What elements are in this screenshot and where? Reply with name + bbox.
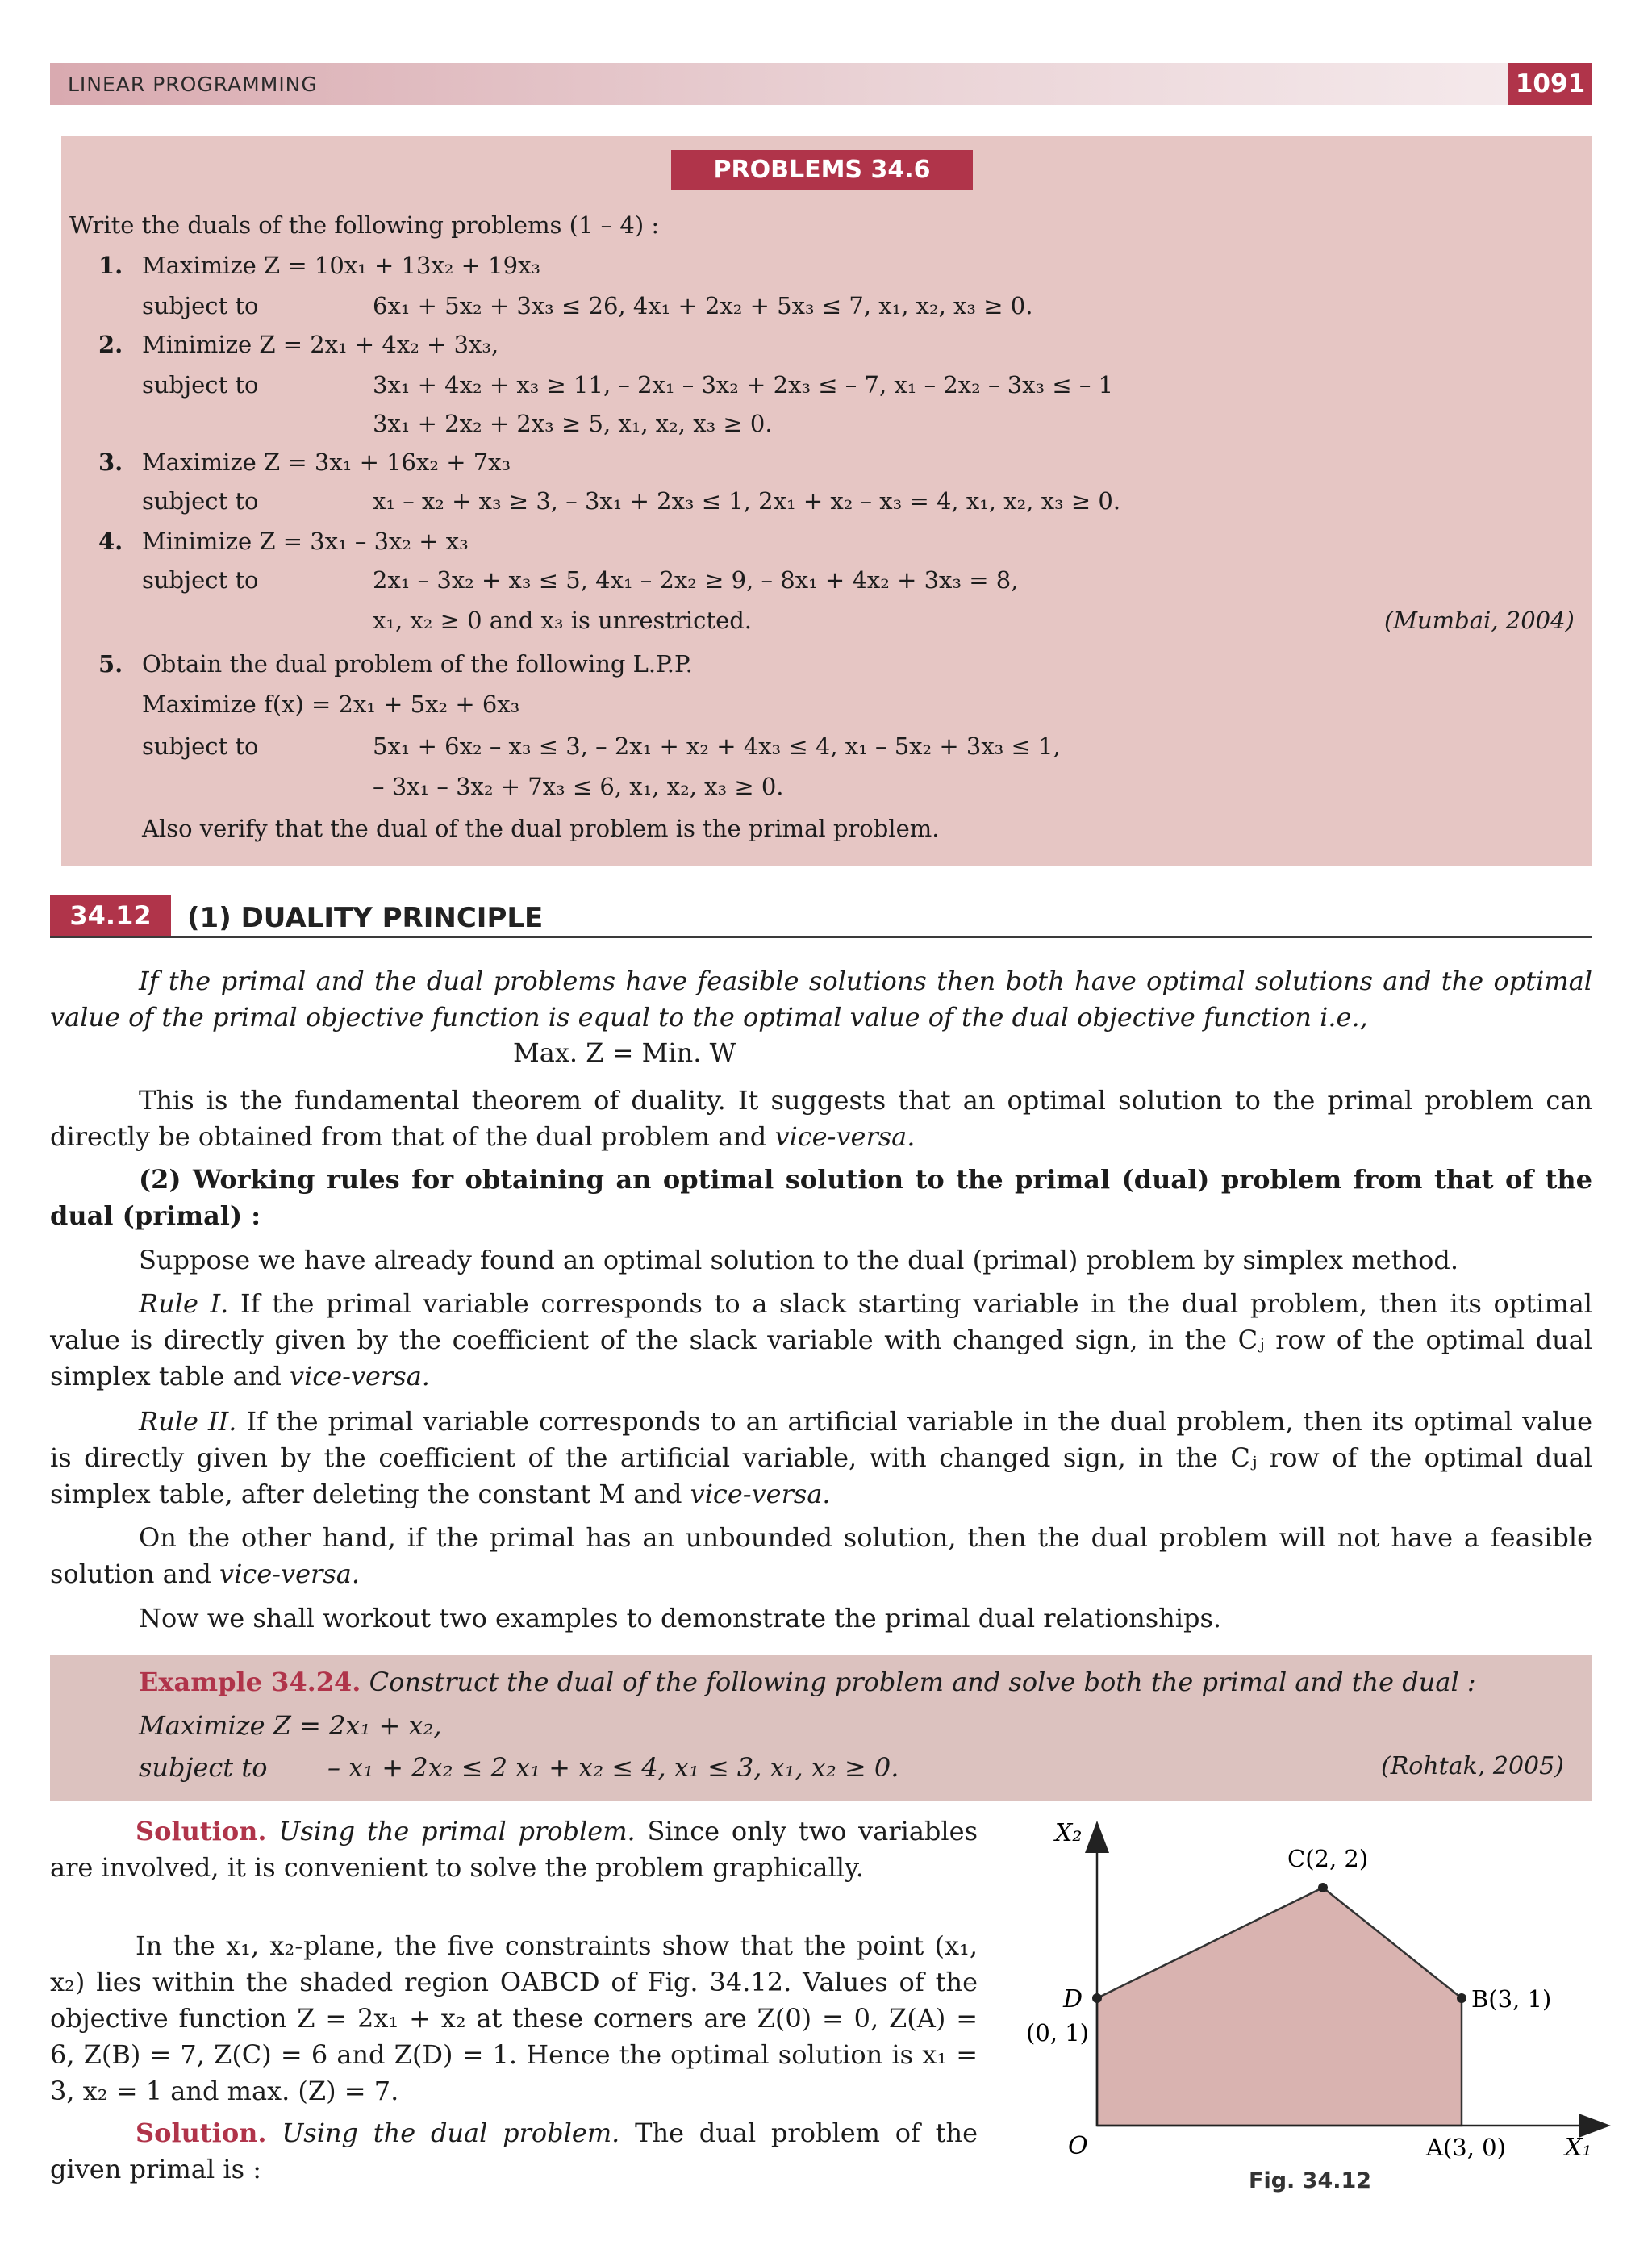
problem-2-objective: Minimize Z = 2x₁ + 4x₂ + 3x₃, — [142, 331, 499, 358]
x-axis-label: X₁ — [1565, 2134, 1592, 2162]
example-constraints: – x₁ + 2x₂ ≤ 2 x₁ + x₂ ≤ 4, x₁ ≤ 3, x₁, x₂ ≥ 0. — [327, 1752, 899, 1783]
vertex-c — [1318, 1883, 1328, 1892]
problem-3-number: 3. — [98, 449, 123, 476]
problem-4-subject-to: subject to — [142, 566, 259, 594]
problem-2-constraints-line2: 3x₁ + 2x₂ + 2x₃ ≥ 5, x₁, x₂, x₃ ≥ 0. — [373, 410, 773, 437]
solution-dual-text: The dual problem of the given primal is : — [50, 2118, 978, 2184]
running-head — [50, 63, 1592, 105]
vice-versa-text: vice-versa. — [774, 1121, 916, 1152]
rule-1 — [50, 1286, 1592, 1395]
problem-2-subject-to: subject to — [142, 371, 259, 399]
feasible-region-figure — [1000, 1815, 1613, 2164]
problem-3-subject-to: subject to — [142, 487, 259, 515]
example-label: Example 34.24. — [139, 1667, 361, 1697]
problem-4-source: (Mumbai, 2004) — [1384, 607, 1575, 634]
solution-primal-text: Since only two variables are involved, it is convenient to solve the problem graphically. — [50, 1816, 978, 1883]
problem-5-verify: Also verify that the dual of the dual problem is the primal problem. — [142, 815, 940, 842]
problem-1-objective: Maximize Z = 10x₁ + 13x₂ + 19x₃ — [142, 252, 541, 279]
vertex-b — [1457, 1993, 1466, 2003]
duality-theorem: If the primal and the dual problems have feasible solutions then both have optimal solutions and the optimal value of the primal objective function is equal to the optimal value of the dual objective function i.e., — [50, 966, 1592, 1033]
solution-primal — [50, 1813, 978, 1886]
example-subject-to: subject to — [139, 1752, 268, 1783]
solution-primal-label: Solution. — [136, 1816, 267, 1846]
section-title: (1) DUALITY PRINCIPLE — [187, 902, 544, 934]
problem-2-constraints-line1: 3x₁ + 4x₂ + x₃ ≥ 11, – 2x₁ – 3x₂ + 2x₃ ≤ – 7, x₁ – 2x₂ – 3x₃ ≤ – 1 — [373, 371, 1114, 399]
feasible-region — [1097, 1888, 1462, 2126]
example-objective: Maximize Z = 2x₁ + x₂, — [139, 1710, 442, 1741]
solution-dual-label: Solution. — [136, 2118, 267, 2148]
paragraph-unbounded-text: On the other hand, if the primal has an unbounded solution, then the dual problem will not have a feasible solution and — [50, 1522, 1592, 1589]
rule-1-text: If the primal variable corresponds to a slack starting variable in the dual problem, then its optimal value is directly given by the coefficient of the slack variable with changed sign, in the Cⱼ row of the optimal dual simplex table and — [50, 1288, 1593, 1392]
problem-4-constraints-line2: x₁, x₂ ≥ 0 and x₃ is unrestricted. — [373, 607, 753, 634]
solution-primal-subtitle: Using the primal problem. — [266, 1816, 636, 1846]
rule-2 — [50, 1404, 1592, 1513]
point-d-label: D — [1063, 1985, 1083, 2013]
problem-5-number: 5. — [98, 650, 123, 678]
example-statement — [139, 1667, 1476, 1697]
problem-1-constraints: 6x₁ + 5x₂ + 3x₃ ≤ 26, 4x₁ + 2x₂ + 5x₃ ≤ 7, x₁, x₂, x₃ ≥ 0. — [373, 292, 1033, 319]
vertex-d — [1092, 1993, 1102, 2003]
problems-tag: PROBLEMS 34.6 — [671, 150, 973, 190]
problem-3-constraints: x₁ – x₂ + x₃ ≥ 3, – 3x₁ + 2x₃ ≤ 1, 2x₁ + x₂ – x₃ = 4, x₁, x₂, x₃ ≥ 0. — [373, 487, 1121, 515]
problem-1-number: 1. — [98, 252, 123, 279]
running-title: LINEAR PROGRAMMING — [68, 73, 318, 96]
problem-5-subject-to: subject to — [142, 732, 259, 760]
y-axis-label: X₂ — [1055, 1819, 1083, 1847]
rule-2-vice-versa: vice-versa. — [690, 1479, 831, 1509]
solution-dual-subtitle: Using the dual problem. — [266, 2118, 620, 2148]
problem-1-subject-to: subject to — [142, 292, 259, 319]
problem-5-objective: Maximize f(x) = 2x₁ + 5x₂ + 6x₃ — [142, 691, 520, 718]
point-a-label: A(3, 0) — [1426, 2134, 1506, 2161]
problem-5-constraints-line2: – 3x₁ – 3x₂ + 7x₃ ≤ 6, x₁, x₂, x₃ ≥ 0. — [373, 773, 784, 800]
paragraph-unbounded — [50, 1520, 1592, 1592]
section-number: 34.12 — [50, 895, 171, 936]
point-b-label: B(3, 1) — [1471, 1985, 1552, 2013]
point-c-label: C(2, 2) — [1287, 1845, 1369, 1872]
problem-4-number: 4. — [98, 528, 123, 555]
paragraph-examples: Now we shall workout two examples to demonstrate the primal dual relationships. — [139, 1603, 1222, 1634]
problem-5-constraints-line1: 5x₁ + 6x₂ – x₃ ≤ 3, – 2x₁ + x₂ + 4x₃ ≤ 4, x₁ – 5x₂ + 3x₃ ≤ 1, — [373, 732, 1061, 760]
problem-4-objective: Minimize Z = 3x₁ – 3x₂ + x₃ — [142, 528, 469, 555]
problems-intro: Write the duals of the following problems (1 – 4) : — [69, 211, 660, 239]
theorem-equation: Max. Z = Min. W — [513, 1037, 736, 1068]
unbounded-vice-versa: vice-versa. — [219, 1559, 360, 1589]
rule-2-label: Rule II. — [139, 1406, 237, 1437]
paragraph-fundamental-theorem-text: This is the fundamental theorem of duality. It suggests that an optimal solution to the primal problem can directly be obtained from that of the dual problem and — [50, 1085, 1592, 1152]
paragraph-fundamental-theorem — [50, 1083, 1592, 1155]
problem-2-number: 2. — [98, 331, 123, 358]
example-source: (Rohtak, 2005) — [1381, 1752, 1564, 1780]
figure-caption: Fig. 34.12 — [1249, 2168, 1372, 2193]
page-number: 1091 — [1508, 63, 1592, 105]
section-heading — [50, 895, 1592, 938]
point-d-coords: (0, 1) — [1026, 2019, 1089, 2047]
origin-label: O — [1068, 2132, 1088, 2160]
paragraph-suppose: Suppose we have already found an optimal solution to the dual (primal) problem by simplex method. — [139, 1245, 1458, 1275]
rule-2-text: If the primal variable corresponds to an artificial variable in the dual problem, then its optimal value is directly given by the coefficient of the artificial variable, with changed sign, in the Cⱼ row of the optimal dual simplex table, after deleting the constant M and — [50, 1406, 1593, 1509]
solution-dual — [50, 2115, 978, 2188]
rule-1-label: Rule I. — [139, 1288, 229, 1319]
problem-5-intro: Obtain the dual problem of the following L.P.P. — [142, 650, 693, 678]
problem-4-constraints-line1: 2x₁ – 3x₂ + x₃ ≤ 5, 4x₁ – 2x₂ ≥ 9, – 8x₁ + 4x₂ + 3x₃ = 8, — [373, 566, 1019, 594]
example-text: Construct the dual of the following problem and solve both the primal and the dual : — [361, 1667, 1476, 1697]
problem-3-objective: Maximize Z = 3x₁ + 16x₂ + 7x₃ — [142, 449, 511, 476]
rule-1-vice-versa: vice-versa. — [289, 1361, 430, 1392]
solution-region-paragraph: In the x₁, x₂-plane, the five constraints show that the point (x₁, x₂) lies within the shaded region OABCD of Fig. 34.12. Values of the objective function Z = 2x₁ + x₂ at these corners are Z(0) = 0, Z(A) = 6, Z(B) = 7, Z(C) = 6 and Z(D) = 1. Hence the optimal solution is x₁ = 3, x₂ = 1 and max. (Z) = 7. — [50, 1930, 978, 2106]
working-rules-heading: (2) Working rules for obtaining an optimal solution to the primal (dual) problem from that of the dual (primal) : — [50, 1164, 1592, 1231]
